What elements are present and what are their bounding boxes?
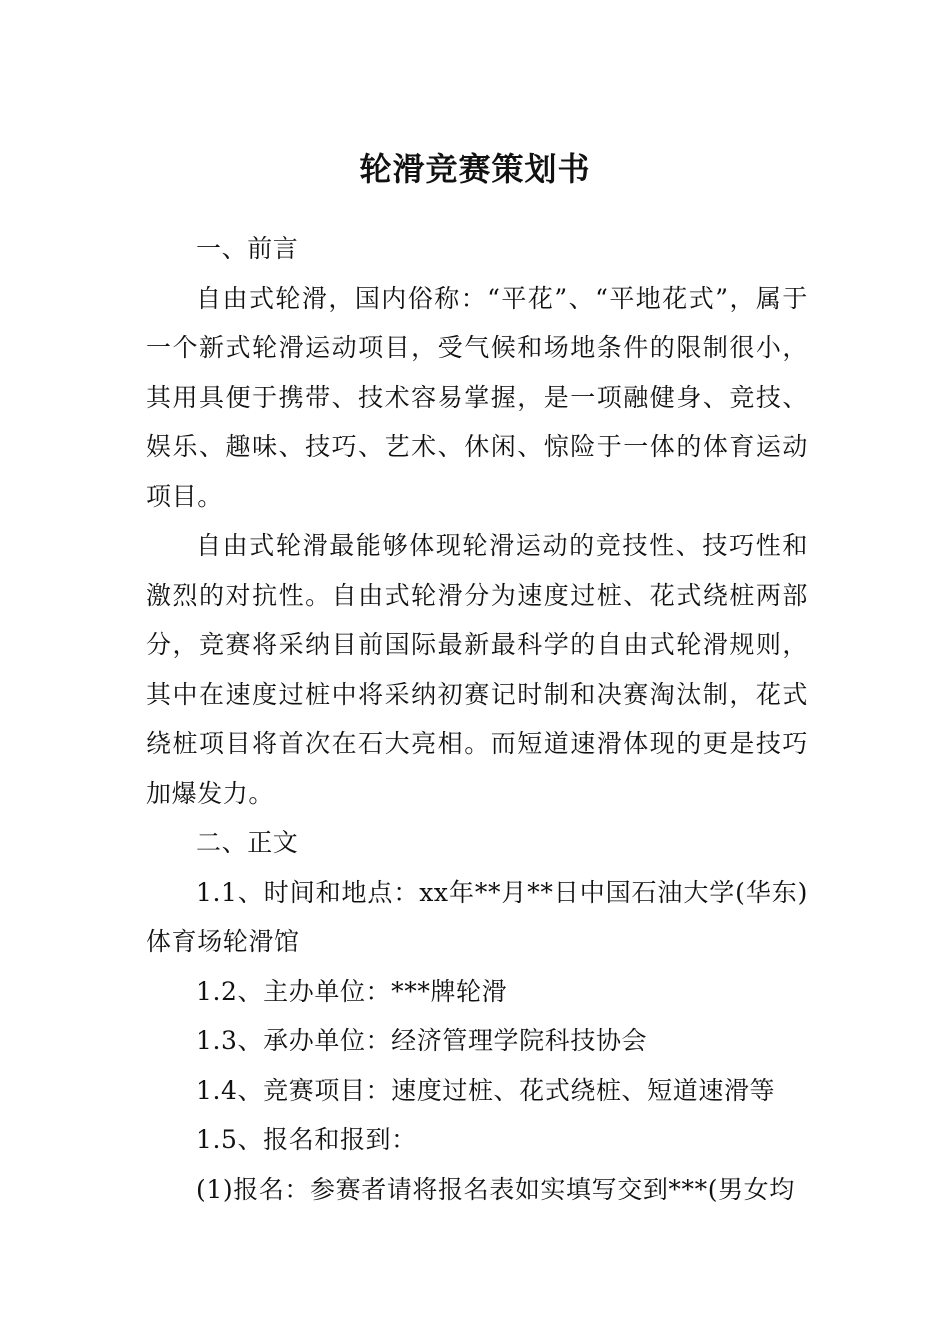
item-events: 1.4、竞赛项目：速度过桩、花式绕桩、短道速滑等 [196,1075,776,1105]
item-registration-detail: (1)报名：参赛者请将报名表如实填写交到***(男女均 [196,1174,795,1204]
paragraph-freestyle: 自由式轮滑最能够体现轮滑运动的竞技性、技巧性和激烈的对抗性。自由式轮滑分为速度过桩、花式绕桩两部分，竞赛将采纳目前国际最新最科学的自由式轮滑规则，其中在速度过桩中将采纳初赛记时制和决赛淘汰制，花式绕桩项目将首次在石大亮相。而短道速滑体现的更是技巧加爆发力。 [146,531,808,808]
item-time-location: 1.1、时间和地点：xx年**月**日中国石油大学(华东)体育场轮滑馆 [146,877,808,956]
section-heading-main: 二、正文 [196,828,299,857]
item-host: 1.3、承办单位：经济管理学院科技协会 [196,1026,648,1055]
document-title: 轮滑竞赛策划书 [359,150,591,189]
item-registration: 1.5、报名和报到： [196,1125,417,1154]
item-organizer: 1.2、主办单位：***牌轮滑 [196,976,508,1006]
paragraph-intro: 自由式轮滑，国内俗称：“平花”、“平地花式”，属于一个新式轮滑运动项目，受气候和场地条件的限制很小，其用具便于携带、技术容易掌握，是一项融健身、竞技、娱乐、趣味、技巧、艺术、休闲、惊险于一体的体育运动项目。 [146,283,808,511]
section-heading-preface: 一、前言 [196,234,299,263]
document-body [146,224,808,1214]
